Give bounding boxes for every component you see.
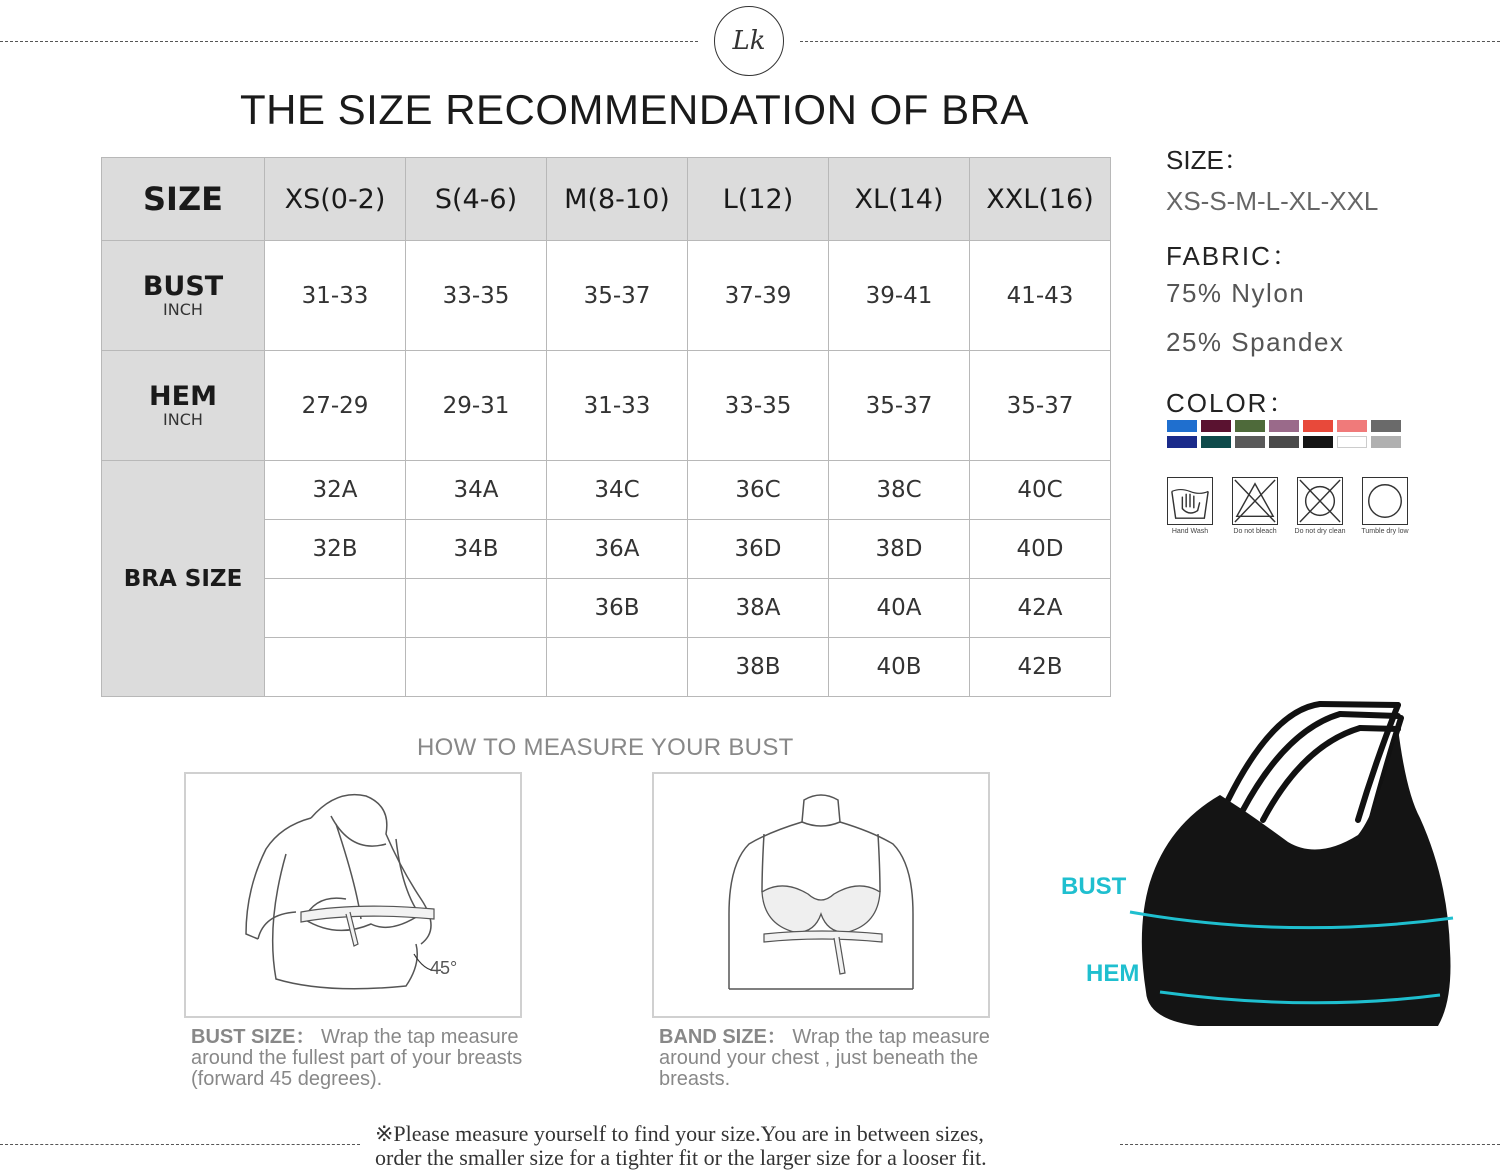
bust-cell: 39-41 xyxy=(829,241,970,351)
bust-cell: 33-35 xyxy=(406,241,547,351)
color-swatch[interactable] xyxy=(1167,436,1197,448)
size-chart-table xyxy=(101,157,1111,697)
bust-measure-illustration xyxy=(184,772,522,1018)
size-range-value: XS-S-M-L-XL-XXL xyxy=(1166,186,1379,216)
bra-size-cell: 40D xyxy=(970,520,1111,579)
bra-size-cell: 32B xyxy=(265,520,406,579)
do-not-dry-clean-icon xyxy=(1297,477,1343,525)
color-swatch[interactable] xyxy=(1303,436,1333,448)
mannequin-front-view-icon xyxy=(654,774,988,1016)
care-label: Hand Wash xyxy=(1171,528,1209,535)
bra-size-cell: 38B xyxy=(688,638,829,697)
sizing-note xyxy=(375,1122,987,1170)
size-column-s: S(4-6) xyxy=(406,158,547,241)
product-photo xyxy=(1058,700,1468,1040)
bra-size-cell xyxy=(406,579,547,638)
bust-label: BUST xyxy=(142,270,224,302)
sizing-note-line1: ※Please measure yourself to find your size.You are in between sizes, xyxy=(375,1121,984,1146)
hem-label: HEM xyxy=(149,380,217,412)
brand-logo-lettering: Lk xyxy=(732,26,766,56)
bust-photo-label: BUST xyxy=(1061,873,1127,900)
care-item-do-not-dry-clean xyxy=(1296,477,1344,535)
bra-size-cell: 32A xyxy=(265,461,406,520)
band-size-title: BAND SIZE： xyxy=(659,1026,787,1048)
sizing-note-line2: order the smaller size for a tighter fit or the larger size for a looser fit. xyxy=(375,1145,987,1170)
size-column-m: M(8-10) xyxy=(547,158,688,241)
color-swatch[interactable] xyxy=(1201,436,1231,448)
page-title: THE SIZE RECOMMENDATION OF BRA xyxy=(240,86,1029,133)
size-header-cell: SIZE xyxy=(102,158,265,241)
bra-size-cell: 38A xyxy=(688,579,829,638)
bra-size-cell xyxy=(265,579,406,638)
table-header-row xyxy=(102,158,1111,241)
care-item-tumble-dry-low xyxy=(1361,477,1409,535)
bra-size-row xyxy=(102,461,1111,520)
care-item-hand-wash xyxy=(1166,477,1214,535)
care-label: Do not dry clean xyxy=(1294,528,1346,535)
bust-cell: 41-43 xyxy=(970,241,1111,351)
color-swatch[interactable] xyxy=(1235,420,1265,432)
care-instructions xyxy=(1166,477,1409,535)
bra-size-cell xyxy=(265,638,406,697)
bra-size-cell: 38D xyxy=(829,520,970,579)
bust-unit: INCH xyxy=(163,299,203,319)
mannequin-side-view-icon xyxy=(186,774,520,1016)
angle-label: 45° xyxy=(430,958,458,978)
hem-cell: 31-33 xyxy=(547,351,688,461)
color-swatch[interactable] xyxy=(1269,436,1299,448)
care-label: Do not bleach xyxy=(1233,528,1277,535)
care-label: Tumble dry low xyxy=(1361,528,1409,535)
fabric-heading: FABRIC： xyxy=(1166,241,1300,271)
bust-cell: 31-33 xyxy=(265,241,406,351)
bra-size-row-header: BRA SIZE xyxy=(102,461,265,697)
color-swatch[interactable] xyxy=(1167,420,1197,432)
hem-cell: 27-29 xyxy=(265,351,406,461)
hem-unit: INCH xyxy=(163,409,203,429)
measure-heading: HOW TO MEASURE YOUR BUST xyxy=(417,734,794,761)
fabric-nylon: 75% Nylon xyxy=(1166,278,1306,308)
hem-cell: 29-31 xyxy=(406,351,547,461)
color-heading: COLOR： xyxy=(1166,388,1297,418)
hem-cell: 35-37 xyxy=(829,351,970,461)
hem-cell: 35-37 xyxy=(970,351,1111,461)
sports-bra-icon xyxy=(1142,704,1451,1026)
do-not-bleach-icon xyxy=(1232,477,1278,525)
bra-size-cell: 36A xyxy=(547,520,688,579)
color-swatch[interactable] xyxy=(1201,420,1231,432)
bra-size-cell: 36C xyxy=(688,461,829,520)
bust-size-title: BUST SIZE： xyxy=(191,1026,316,1048)
bra-size-cell: 34C xyxy=(547,461,688,520)
bust-cell: 35-37 xyxy=(547,241,688,351)
bra-size-cell: 40B xyxy=(829,638,970,697)
color-swatch[interactable] xyxy=(1235,436,1265,448)
care-item-do-not-bleach xyxy=(1231,477,1279,535)
size-column-xxl: XXL(16) xyxy=(970,158,1111,241)
swatch-row xyxy=(1167,436,1407,448)
size-column-xs: XS(0-2) xyxy=(265,158,406,241)
hand-wash-icon xyxy=(1167,477,1213,525)
bra-size-cell: 42B xyxy=(970,638,1111,697)
hem-row-header xyxy=(102,351,265,461)
swatch-row xyxy=(1167,420,1407,432)
top-dashed-divider-right xyxy=(800,41,1500,42)
bra-size-cell: 36B xyxy=(547,579,688,638)
band-measure-illustration xyxy=(652,772,990,1018)
bra-size-cell: 42A xyxy=(970,579,1111,638)
bra-size-cell: 40C xyxy=(970,461,1111,520)
fabric-spandex: 25% Spandex xyxy=(1166,327,1345,357)
bra-size-cell: 34A xyxy=(406,461,547,520)
hem-photo-label: HEM xyxy=(1086,960,1140,987)
size-column-l: L(12) xyxy=(688,158,829,241)
size-column-xl: XL(14) xyxy=(829,158,970,241)
bust-size-description xyxy=(191,1027,531,1090)
color-swatch[interactable] xyxy=(1269,420,1299,432)
size-heading: SIZE： xyxy=(1166,145,1250,175)
bra-size-cell: 38C xyxy=(829,461,970,520)
color-swatch[interactable] xyxy=(1337,420,1367,432)
color-swatch[interactable] xyxy=(1371,436,1401,448)
bra-size-cell: 40A xyxy=(829,579,970,638)
top-dashed-divider-left xyxy=(0,41,698,42)
tumble-dry-low-icon xyxy=(1362,477,1408,525)
hem-cell: 33-35 xyxy=(688,351,829,461)
color-swatch[interactable] xyxy=(1371,420,1401,432)
band-size-text: Wrap the tap measure around your chest , just beneath the breasts. xyxy=(659,1026,990,1090)
bust-cell: 37-39 xyxy=(688,241,829,351)
bottom-dashed-divider-left xyxy=(0,1144,360,1145)
bra-size-cell xyxy=(406,638,547,697)
bust-row xyxy=(102,241,1111,351)
brand-logo xyxy=(714,6,784,76)
band-size-description xyxy=(659,1027,999,1090)
color-swatch[interactable] xyxy=(1337,436,1367,448)
bra-size-cell: 34B xyxy=(406,520,547,579)
bra-size-cell: 36D xyxy=(688,520,829,579)
hem-row xyxy=(102,351,1111,461)
bra-size-cell xyxy=(547,638,688,697)
bust-row-header xyxy=(102,241,265,351)
color-swatch[interactable] xyxy=(1303,420,1333,432)
color-swatch-grid xyxy=(1167,420,1407,452)
bust-size-text: Wrap the tap measure around the fullest part of your breasts (forward 45 degrees). xyxy=(191,1026,523,1090)
bottom-dashed-divider-right xyxy=(1120,1144,1500,1145)
